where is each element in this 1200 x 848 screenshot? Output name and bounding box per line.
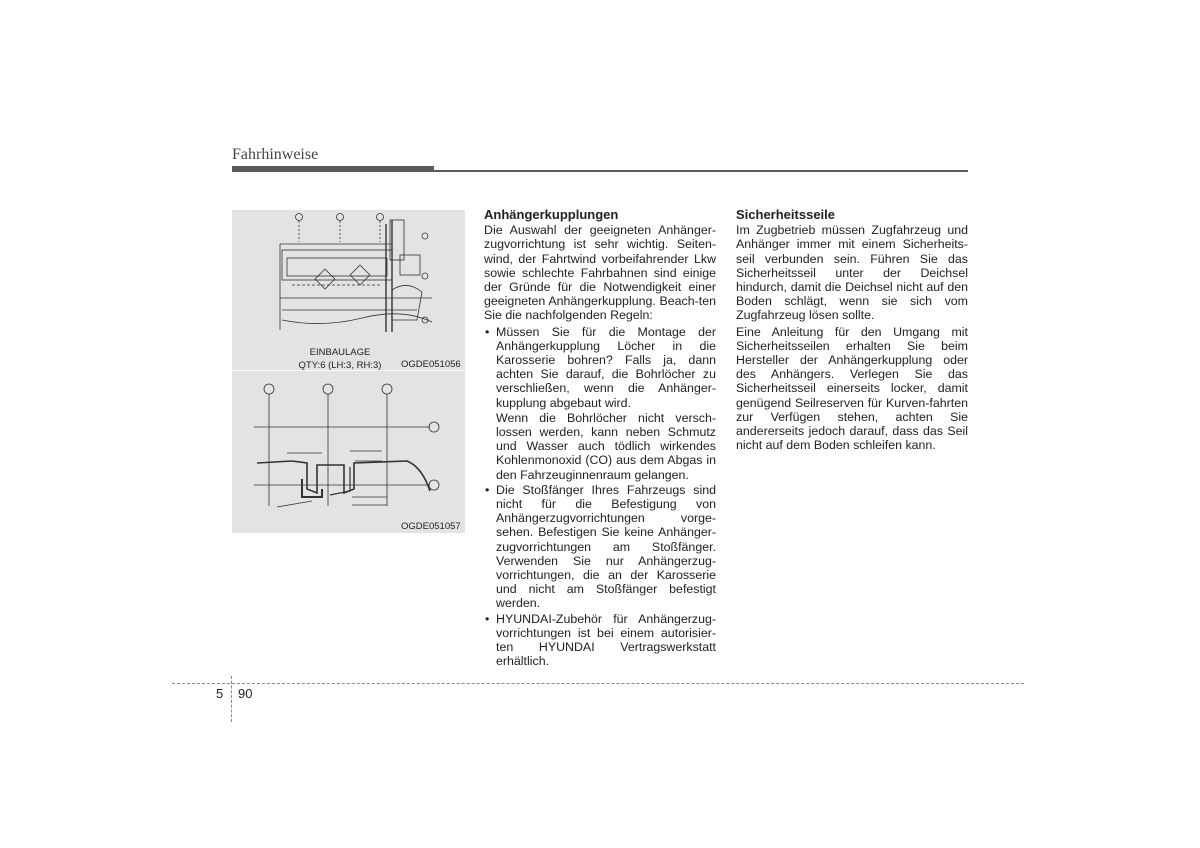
figure-section-detail — [232, 371, 465, 533]
caption-line-installation: EINBAULAGE — [309, 347, 371, 358]
section-detail-drawing — [232, 371, 465, 533]
list-item — [484, 483, 716, 611]
list-item — [484, 612, 716, 669]
paragraph: Eine Anleitung für den Umgang mit Sicherheitsseilen erhalten Sie beim Hersteller der Anhängerkupplung oder des Anhängers. Verlegen Sie das Sicherheitsseil einerseits locker, damit genügend Seilreserven für Kurven-fahrten zur Verfügen stehen, achten Sie andererseits jedoch darauf, dass das Seil nicht auf dem Boden schleifen kann. — [736, 324, 968, 453]
page-header-title: Fahrhinweise — [232, 146, 319, 163]
figure-caption — [300, 346, 380, 359]
header-rule — [232, 170, 968, 172]
page-number: 90 — [238, 686, 253, 701]
section-heading: Sicherheitsseile — [736, 207, 835, 222]
paragraph: Im Zugbetrieb müssen Zugfahrzeug und Anhänger immer mit einem Sicherheits-seil verbunden sein. Führen Sie das Sicherheitsseil unter der Deichsel hindurch, damit die Deichsel nicht auf den Boden schlägt, wenn sie sich vom Zugfahrzeug lösen sollte. — [736, 223, 968, 323]
list-item-text: • Müssen Sie für die Montage der Anhängerkupplung Löcher in die Karosserie bohren? Falls ja, dann achten Sie darauf, die Bohrlöcher zu verschließen, wenn die Anhänger-kupplung abgebaut wird. — [496, 324, 716, 410]
list-item-text: • HYUNDAI-Zubehör für Anhängerzug-vorrichtungen ist bei einem autorisier-ten HYUNDAI Vertragswerkstatt erhältlich. — [496, 611, 716, 669]
section-intro: Die Auswahl der geeigneten Anhänger-zugvorrichtung ist sehr wichtig. Seiten-wind, der Fahrtwind vorbeifahrender Lkw sowie schlechte Fahrbahnen sind einige der Gründe für die Notwendigkeit einer geeigneten Anhängerkupplung. Beach-ten Sie die nachfolgenden Regeln: — [484, 223, 716, 323]
footer-divider — [231, 676, 232, 722]
section-heading: Anhängerkupplungen — [484, 207, 619, 222]
list-item-subtext: Wenn die Bohrlöcher nicht versch-lossen werden, kann neben Schmutz und Wasser auch tödlich wirkendes Kohlenmonoxid (CO) aus dem Abgas in den Fahrzeuginnenraum gelangen. — [496, 410, 716, 482]
chapter-number: 5 — [216, 686, 224, 701]
figure-code: OGDE051056 — [401, 359, 461, 370]
section-safety-chains — [736, 208, 968, 454]
list-item — [484, 325, 716, 482]
section-trailer-hitches — [484, 208, 716, 670]
figure-caption-qty: QTY:6 (LH:3, RH:3) — [298, 360, 382, 371]
rule-list — [484, 325, 716, 669]
list-item-text: • Die Stoßfänger Ihres Fahrzeugs sind nicht für die Befestigung von Anhängerzugvorrichtungen vorge-sehen. Befestigen Sie keine Anhänger-zugvorrichtungen am Stoßfänger. Verwenden Sie nur Anhängerzug-vorrichtungen, die an der Karosserie und nicht am Stoßfänger befestigt werden. — [496, 482, 716, 611]
footer-rule — [172, 683, 1024, 684]
figure-code: OGDE051057 — [401, 521, 461, 532]
